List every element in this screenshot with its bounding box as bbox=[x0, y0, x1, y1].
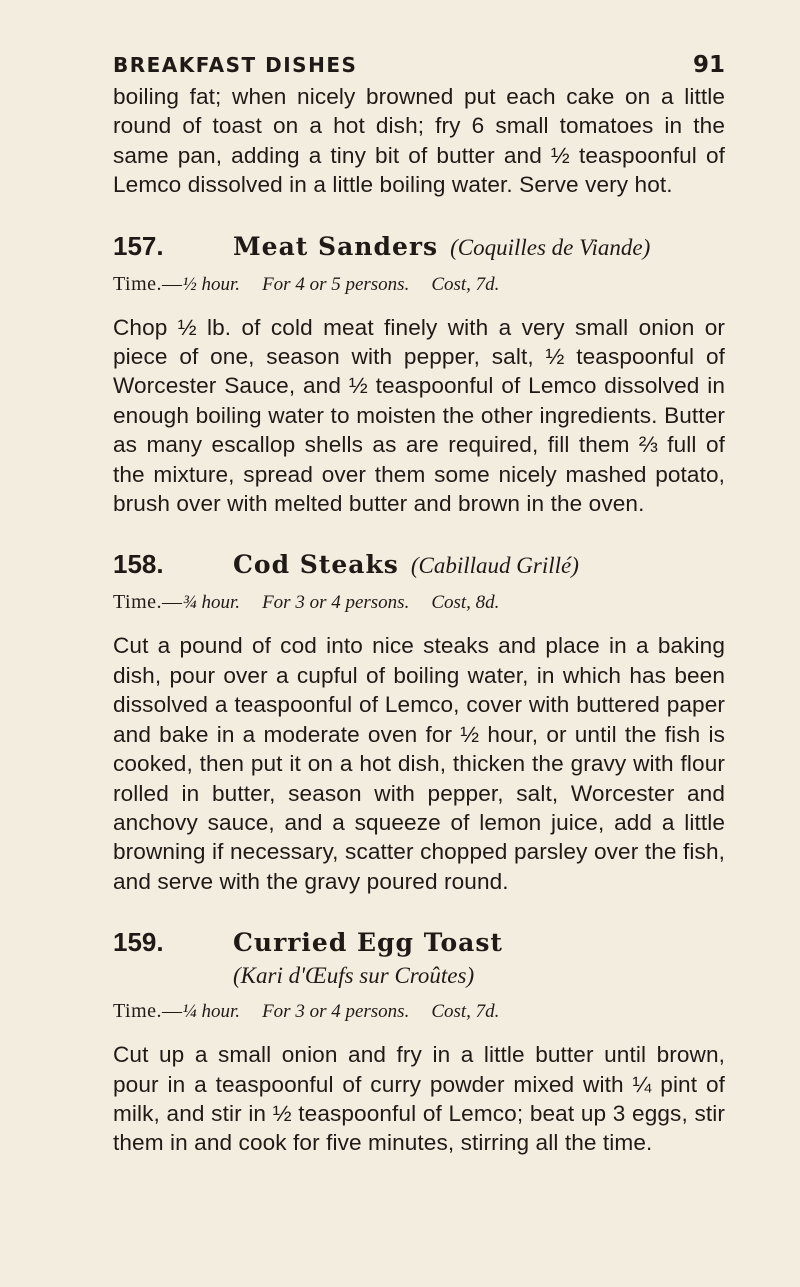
recipe-number: 159. bbox=[113, 927, 164, 958]
text-line: and serve with the gravy poured round. bbox=[113, 868, 509, 894]
text-line: melted butter and brown in the oven. bbox=[274, 491, 645, 517]
recipe-meta bbox=[113, 272, 725, 297]
text-line: Sauce, and ½ teaspoonful of Lemco dissolved in enough boiling bbox=[113, 373, 725, 428]
time-label: Time.— bbox=[113, 1000, 183, 1023]
recipe-157 bbox=[113, 230, 725, 519]
cost: Cost, 7d. bbox=[431, 273, 500, 295]
recipe-159 bbox=[113, 926, 725, 1158]
recipe-french-name: (Kari d'Œufs sur Croûtes) bbox=[233, 963, 475, 989]
text-line: Cut up a small onion and fry in a little butter until brown, bbox=[113, 1042, 725, 1068]
text-line: stir them in and cook for five minutes, stirring all the time. bbox=[113, 1100, 725, 1156]
running-head bbox=[113, 52, 725, 82]
recipe-french-name: (Cabillaud Grillé) bbox=[410, 553, 579, 579]
recipe-heading bbox=[113, 926, 725, 959]
text-line: pour in a teaspoonful of curry powder mixed with ¼ pint of bbox=[113, 1071, 725, 1097]
text-line: and bake in a moderate oven for ½ hour, or until the fish is bbox=[113, 721, 725, 747]
cost: Cost, 7d. bbox=[431, 1001, 500, 1023]
persons: For 4 or 5 persons. bbox=[262, 273, 410, 295]
time-value: ¾ hour. bbox=[182, 592, 241, 614]
text-line: escallop shells as are required, fill them ⅔ full of the mixture, bbox=[113, 432, 725, 487]
text-line: Chop ½ lb. of cold meat finely with a very small onion or piece bbox=[113, 314, 725, 370]
recipe-french-name: (Coquilles de Viande) bbox=[450, 234, 651, 260]
text-line: Cut a pound of cod into nice steaks and place in a baking bbox=[113, 633, 725, 659]
persons: For 3 or 4 persons. bbox=[262, 1001, 410, 1023]
text-line: same pan, adding a tiny bit of butter and ½ teaspoonful of bbox=[113, 142, 725, 168]
time-value: ½ hour. bbox=[182, 273, 241, 295]
time-label: Time.— bbox=[113, 272, 183, 295]
text-line: rolled in butter, season with pepper, salt, Worcester and bbox=[113, 780, 725, 806]
recipe-heading bbox=[113, 230, 725, 264]
text-line: spread over them some nicely mashed potato, brush over with bbox=[113, 461, 726, 517]
recipe-number: 158. bbox=[113, 549, 164, 580]
recipe-name: Cod Steaks bbox=[233, 550, 399, 580]
recipe-158 bbox=[113, 548, 725, 896]
text-line: of one, season with pepper, salt, ½ teaspoonful of Worcester bbox=[113, 344, 725, 399]
cost: Cost, 8d. bbox=[431, 592, 500, 614]
recipe-number: 157. bbox=[113, 230, 164, 261]
text-line: anchovy sauce, and a squeeze of lemon juice, add a little bbox=[113, 809, 725, 835]
recipe-name: Curried Egg Toast bbox=[233, 928, 503, 958]
time-value: ¼ hour. bbox=[182, 1001, 241, 1023]
time-label: Time.— bbox=[113, 591, 183, 614]
recipe-instructions bbox=[113, 313, 725, 519]
text-line: round of toast on a hot dish; fry 6 small tomatoes in the bbox=[113, 113, 725, 139]
running-head-title: BREAKFAST DISHES bbox=[113, 53, 358, 77]
text-line: cooked, then put it on a hot dish, thicken the gravy with flour bbox=[113, 751, 725, 777]
text-line: dish, pour over a cupful of boiling water, in which has been bbox=[113, 662, 725, 688]
text-line: dissolved a teaspoonful of Lemco, cover with buttered paper bbox=[113, 692, 725, 718]
text-line: boiling fat; when nicely browned put each cake on a little bbox=[113, 84, 725, 109]
recipe-instructions bbox=[113, 1040, 725, 1158]
text-line: water to moisten the other ingredients. Butter as many bbox=[113, 402, 725, 458]
recipe-instructions bbox=[113, 631, 725, 896]
recipe-heading bbox=[113, 548, 725, 582]
persons: For 3 or 4 persons. bbox=[262, 592, 410, 614]
recipe-name: Meat Sanders bbox=[233, 231, 439, 261]
text-line: Lemco dissolved in a little boiling water. Serve very hot. bbox=[113, 172, 673, 198]
text-line: browning if necessary, scatter chopped parsley over the fish, bbox=[113, 839, 725, 865]
intro-paragraph bbox=[113, 82, 725, 200]
text-line: milk, and stir in ½ teaspoonful of Lemco; beat up 3 eggs, bbox=[113, 1100, 688, 1126]
page-number: 91 bbox=[692, 52, 725, 78]
recipe-meta bbox=[113, 590, 725, 615]
recipe-meta bbox=[113, 999, 725, 1024]
